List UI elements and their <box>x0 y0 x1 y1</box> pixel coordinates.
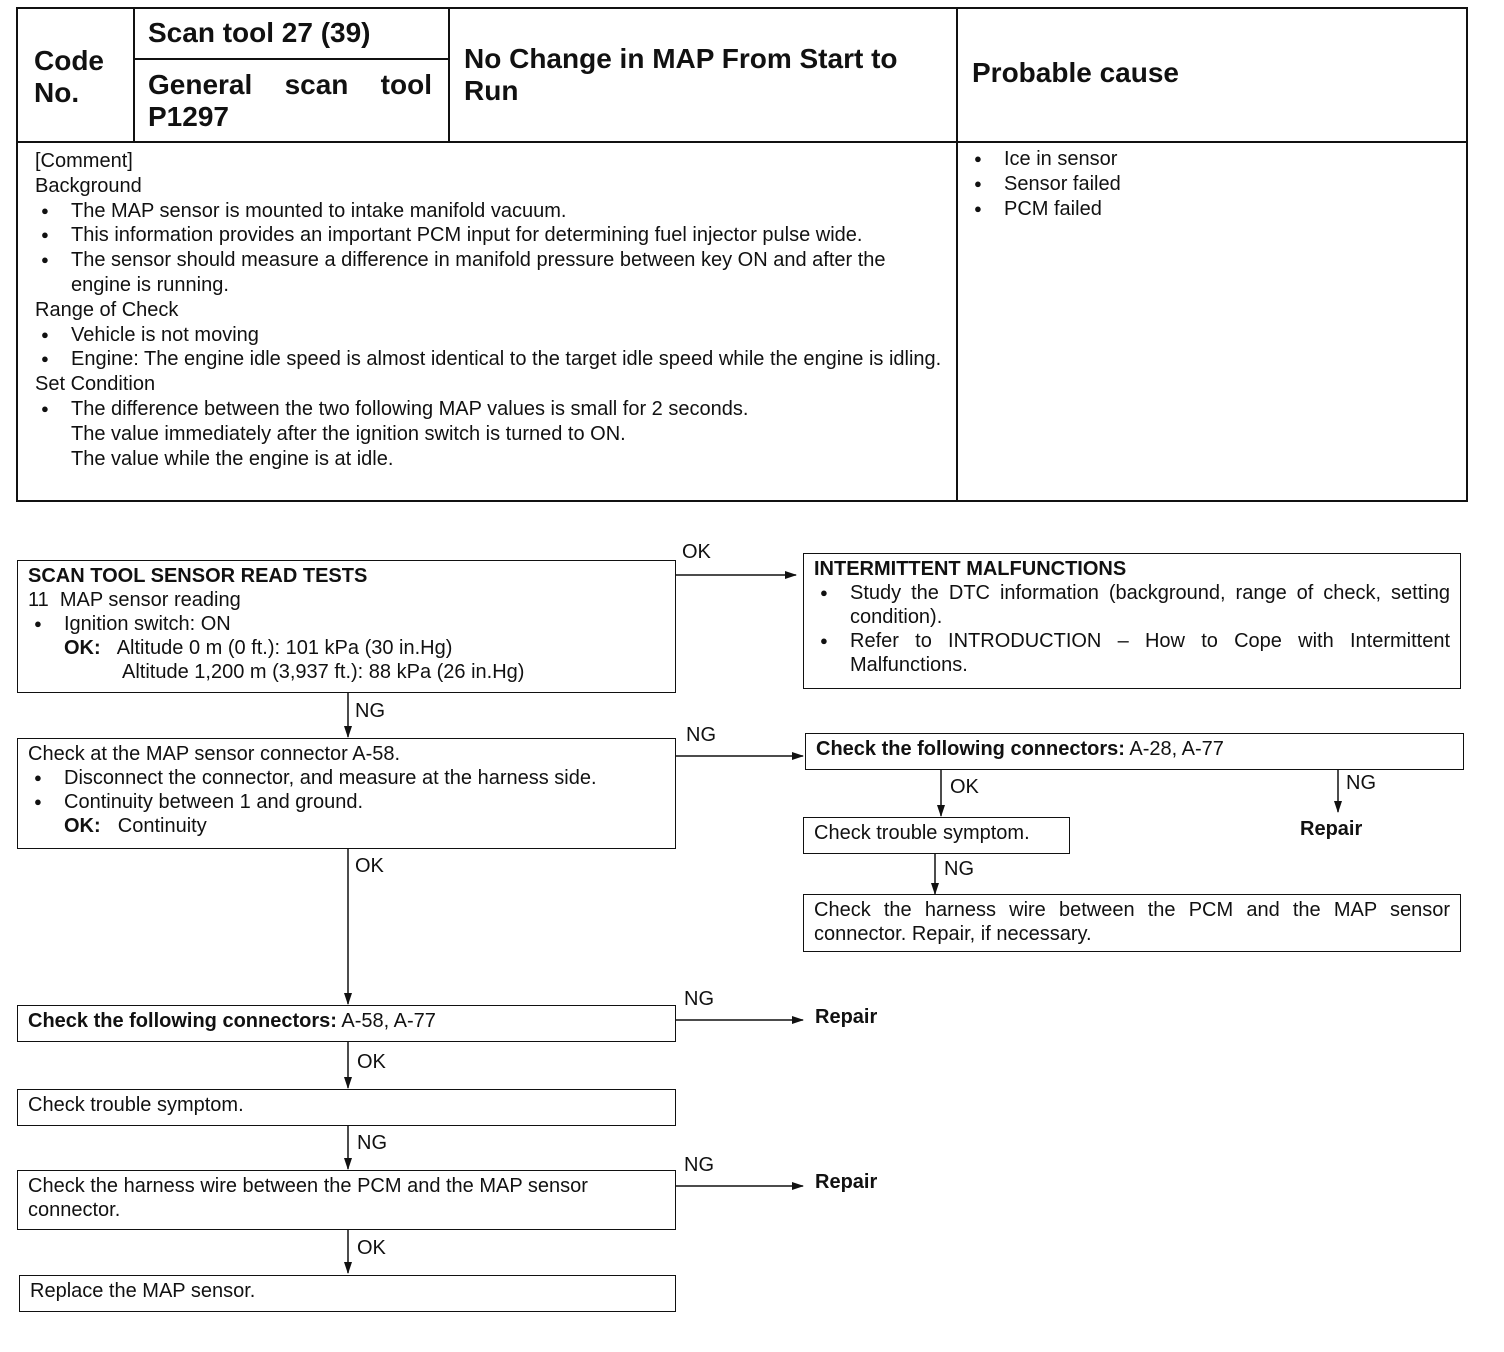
set-sub-value: The value while the engine is at idle. <box>71 447 394 470</box>
background-heading: Background <box>35 174 142 197</box>
altitude-1200: Altitude 1,200 m (3,937 ft.): 88 kPa (26 in.Hg) <box>122 661 525 683</box>
harness-check-left-text: Check the harness wire between the PCM and the MAP sensor connector. <box>28 1175 588 1221</box>
ng-branch-label: NG <box>1346 772 1376 794</box>
following-connectors-label: Check the following connectors: <box>816 738 1125 760</box>
range-heading: Range of Check <box>35 298 179 321</box>
ng-branch-label: NG <box>684 1154 714 1176</box>
background-bullet: ● This information provides an important PCM input for determining fuel injector pulse wide. <box>35 223 945 248</box>
scan-tool-tests-box <box>17 560 676 693</box>
following-connectors-right-box <box>805 733 1464 770</box>
connector-check-bullet: ● Continuity between 1 and ground. <box>28 790 665 814</box>
repair-label: Repair <box>815 1006 878 1028</box>
set-heading: Set Condition <box>35 373 156 396</box>
set-bullet: ● The difference between the two following MAP values is small for 2 seconds. <box>35 397 945 422</box>
ok-label: OK: <box>64 637 101 659</box>
comment-label: [Comment] <box>35 150 133 172</box>
ng-branch-label: NG <box>684 988 714 1010</box>
ng-branch-label: NG <box>357 1132 387 1154</box>
repair-label: Repair <box>815 1171 878 1193</box>
background-bullet: ● The sensor should measure a difference in manifold pressure between key ON and after the engine is running. <box>35 248 945 298</box>
harness-check-left-box <box>17 1170 676 1230</box>
cause-item: ● Ice in sensor <box>968 147 1448 172</box>
connector-check-box <box>17 738 676 849</box>
connector-check-text: Check at the MAP sensor connector A-58. <box>28 743 401 765</box>
connector-ok-line <box>28 814 665 838</box>
trouble-symptom-right-box <box>803 817 1070 854</box>
scan-test-item: 11 MAP sensor reading <box>28 589 241 611</box>
ok-branch-label: OK <box>355 855 384 877</box>
ng-branch-label: NG <box>686 724 716 746</box>
harness-check-right-text: Check the harness wire between the PCM and the MAP sensor connector. Repair, if necessary. <box>814 899 1450 945</box>
ok-label: OK: <box>64 815 101 837</box>
background-bullet: ● The MAP sensor is mounted to intake manifold vacuum. <box>35 199 945 224</box>
probable-cause-heading: Probable cause <box>972 57 1179 88</box>
following-connectors-values: A-28, A-77 <box>1129 738 1224 760</box>
ok-branch-label: OK <box>357 1051 386 1073</box>
ok-branch-label: OK <box>950 776 979 798</box>
scan-test-bullet: ● Ignition switch: ON <box>28 612 665 636</box>
continuity-value: Continuity <box>117 815 207 837</box>
following-connectors-left-box <box>17 1005 676 1042</box>
following-connectors-label: Check the following connectors: <box>28 1010 337 1032</box>
ok-branch-label: OK <box>357 1237 386 1259</box>
replace-sensor-box <box>19 1275 676 1312</box>
altitude-0: Altitude 0 m (0 ft.): 101 kPa (30 in.Hg) <box>116 637 453 659</box>
cause-item: ● PCM failed <box>968 197 1448 222</box>
range-bullet: ● Vehicle is not moving <box>35 323 945 348</box>
intermittent-bullet: ● Study the DTC information (background, range of check, setting condition). <box>814 581 1450 629</box>
ok-branch-label: OK <box>682 541 711 563</box>
connector-check-bullet: ● Disconnect the connector, and measure at the harness side. <box>28 766 665 790</box>
general-scan-tool-code: P1297 <box>148 101 229 132</box>
trouble-symptom-text: Check trouble symptom. <box>814 822 1030 844</box>
harness-check-right-box <box>803 894 1461 952</box>
code-no-label: Code No. <box>34 45 104 108</box>
cause-item: ● Sensor failed <box>968 172 1448 197</box>
trouble-symptom-text: Check trouble symptom. <box>28 1094 244 1116</box>
intermittent-box <box>803 553 1461 689</box>
intermittent-bullet: ● Refer to INTRODUCTION – How to Cope with Intermittent Malfunctions. <box>814 629 1450 677</box>
scan-ok-line <box>28 636 665 660</box>
scan-tool-code: Scan tool 27 (39) <box>148 17 371 48</box>
following-connectors-values: A-58, A-77 <box>341 1010 436 1032</box>
dtc-title: No Change in MAP From Start to Run <box>464 43 898 106</box>
ng-branch-label: NG <box>944 858 974 880</box>
replace-sensor-text: Replace the MAP sensor. <box>30 1280 256 1302</box>
trouble-symptom-left-box <box>17 1089 676 1126</box>
ng-branch-label: NG <box>355 700 385 722</box>
set-sub-value: The value immediately after the ignition switch is turned to ON. <box>71 422 626 445</box>
range-bullet: ● Engine: The engine idle speed is almost identical to the target idle speed while the engine is idling. <box>35 347 945 372</box>
intermittent-title: INTERMITTENT MALFUNCTIONS <box>814 558 1127 580</box>
scan-tests-title: SCAN TOOL SENSOR READ TESTS <box>28 565 368 587</box>
general-scan-tool-text: General scan tool <box>148 69 432 100</box>
repair-label: Repair <box>1300 818 1363 840</box>
